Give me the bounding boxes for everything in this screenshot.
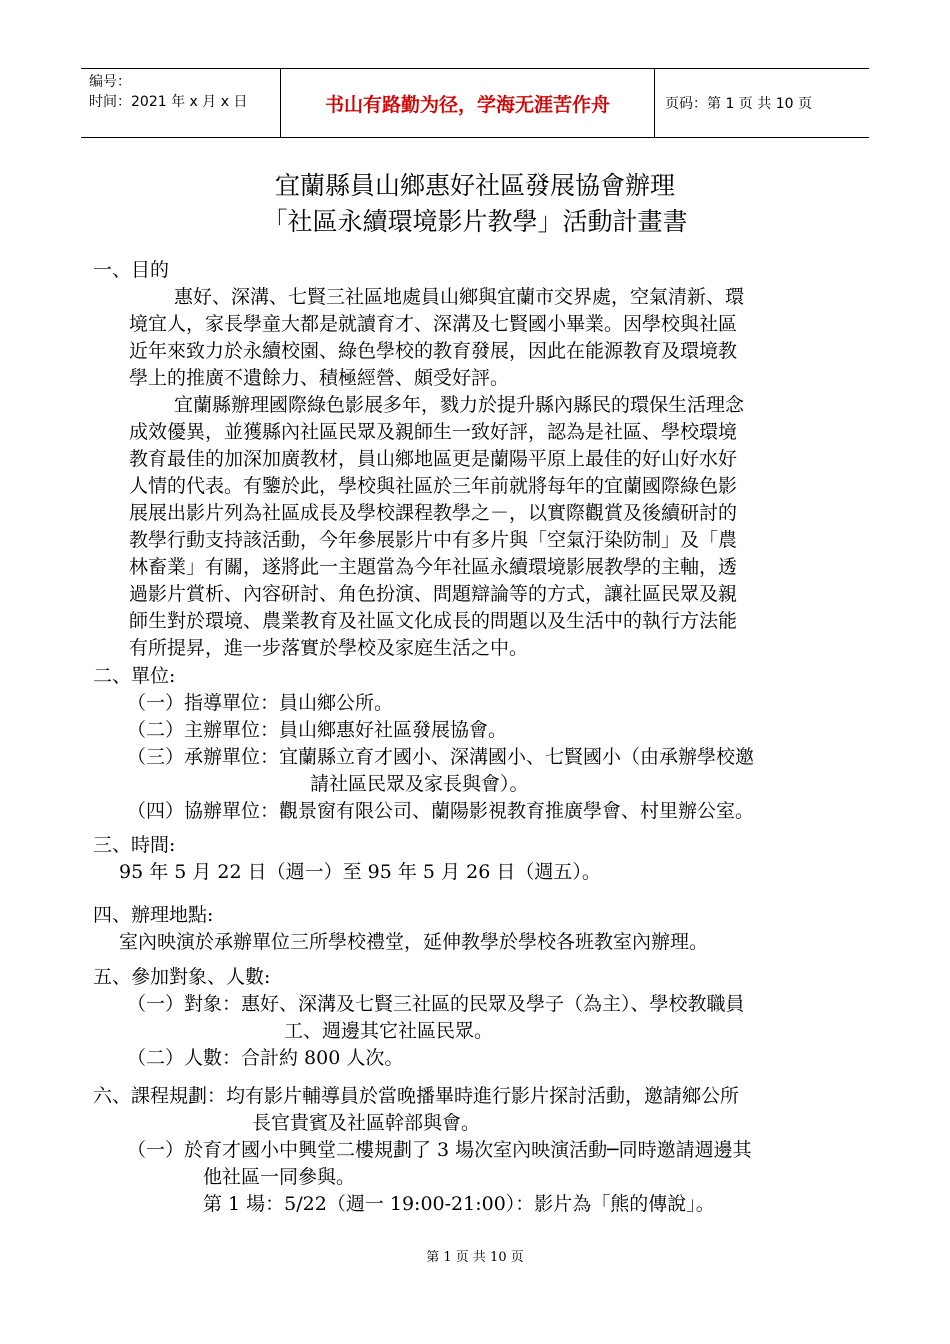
section-text: 室內映演於承辦單位三所學校禮堂，延伸教學於學校各班教室內辦理。: [119, 931, 709, 953]
paragraph-line: 展展出影片列為社區成長及學校課程教學之－，以實際觀賞及後續研討的: [129, 502, 738, 524]
page-footer: 第 1 页 共 10 页: [426, 1250, 524, 1265]
paragraph-line: 境宜人，家長學童大都是就讀育才、深溝及七賢國小畢業。因學校與社區: [129, 313, 738, 335]
list-item: （一）於育才國小中興堂二樓規劃了 3 場次室內映演活動─同時邀請週邊其: [127, 1139, 752, 1161]
paragraph-line: 教育最佳的加深加廣教材，員山鄉地區更是蘭陽平原上最佳的好山好水好: [129, 448, 738, 470]
paragraph-line: 師生對於環境、農業教育及社區文化成長的問題以及生活中的執行方法能: [129, 610, 738, 632]
list-item: （一）指導單位：員山鄉公所。: [127, 692, 394, 714]
section-heading: 一、目的: [93, 259, 170, 281]
title-line-2: 「社區永續環境影片教學」活動計畫書: [262, 207, 688, 236]
list-item: （三）承辦單位：宜蘭縣立育才國小、深溝國小、七賢國小（由承辦學校邀: [127, 746, 755, 768]
header-meta-cell: [81, 69, 281, 137]
list-item-continuation: 請社區民眾及家長與會）。: [310, 773, 529, 795]
header-slogan: 书山有路勤为径，学海无涯苦作舟: [281, 69, 655, 137]
section-heading: 五、參加對象、人數:: [93, 966, 271, 988]
paragraph-line: 惠好、深溝、七賢三社區地處員山鄉與宜蘭市交界處，空氣清新、環: [174, 286, 745, 308]
list-item-continuation: 他社區一同參與。: [203, 1166, 356, 1188]
paragraph-line: 過影片賞析、內容研討、角色扮演、問題辯論等的方式，讓社區民眾及親: [129, 583, 738, 605]
paragraph-line: 有所提昇，進一步落實於學校及家庭生活之中。: [129, 637, 529, 659]
number-label: 编号：: [89, 74, 131, 90]
header-page-info: 页码：第 1 页 共 10 页: [665, 96, 812, 112]
section-heading: 六、課程規劃：均有影片輔導員於當晚播畢時進行影片探討活動，邀請鄉公所: [93, 1085, 740, 1107]
date-label: 时间：2021 年 x 月 x 日: [89, 94, 248, 110]
paragraph-line: 教學行動支持該活動，今年參展影片中有多片與「空氣汙染防制」及「農: [129, 529, 738, 551]
section-heading: 三、時間:: [93, 834, 176, 856]
section-heading: 二、單位:: [93, 665, 176, 687]
paragraph-line: 人情的代表。有鑒於此，學校與社區於三年前就將每年的宜蘭國際綠色影: [129, 475, 738, 497]
section-text: 95 年 5 月 22 日（週一）至 95 年 5 月 26 日（週五）。: [119, 861, 601, 883]
list-item: （一）對象：惠好、深溝及七賢三社區的民眾及學子（為主）、學校教職員: [127, 993, 745, 1015]
paragraph-line: 成效優異，並獲縣內社區民眾及親師生一致好評，認為是社區、學校環境: [129, 421, 738, 443]
document-header: [81, 68, 869, 138]
paragraph-line: 近年來致力於永續校園、綠色學校的教育發展，因此在能源教育及環境教: [129, 340, 738, 362]
session-item: 第 1 場：5/22（週一 19:00-21:00）：影片為「熊的傳說」。: [203, 1193, 715, 1215]
list-item: （二）主辦單位：員山鄉惠好社區發展協會。: [127, 719, 508, 741]
paragraph-line: 林畜業」有關，遂將此一主題當為今年社區永續環境影展教學的主軸，透: [129, 556, 738, 578]
section-heading-continuation: 長官貴賓及社區幹部與會。: [252, 1112, 481, 1134]
section-heading: 四、辦理地點:: [93, 904, 214, 926]
paragraph-line: 宜蘭縣辦理國際綠色影展多年，戮力於提升縣內縣民的環保生活理念: [174, 394, 745, 416]
list-item-continuation: 工、週邊其它社區民眾。: [284, 1020, 494, 1042]
list-item: （四）協辦單位：觀景窗有限公司、蘭陽影視教育推廣學會、村里辦公室。: [127, 800, 755, 822]
list-item: （二）人數：合計約 800 人次。: [127, 1047, 404, 1069]
title-line-1: 宜蘭縣員山鄉惠好社區發展協會辦理: [274, 171, 675, 200]
paragraph-line: 學上的推廣不遺餘力、積極經營、頗受好評。: [129, 367, 510, 389]
